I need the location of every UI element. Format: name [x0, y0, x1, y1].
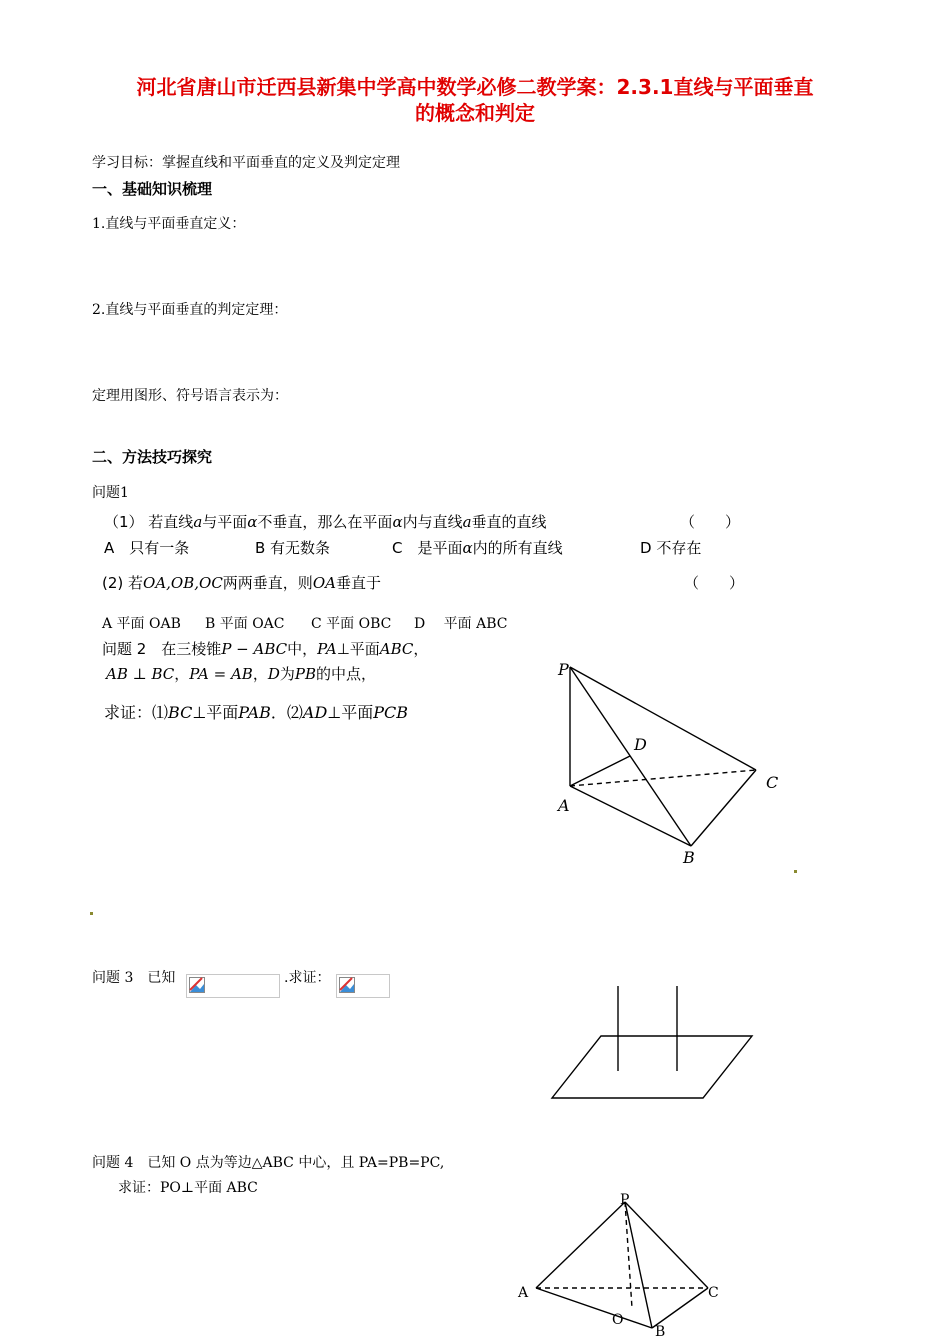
- stray-mark: [794, 870, 797, 873]
- edge-ab: [536, 1288, 652, 1328]
- q1-part2-answer-paren: （ ）: [684, 574, 745, 592]
- label-c: C: [766, 773, 779, 792]
- edge-bc: [691, 770, 756, 846]
- section2-heading: 二、方法技巧探究: [92, 448, 213, 466]
- q1-part1-answer-paren: （ ）: [680, 513, 741, 531]
- q4-pyramid-figure: [510, 1190, 730, 1340]
- q1-choice-c: C 是平面α内的所有直线: [392, 539, 563, 557]
- segment-ad: [570, 756, 630, 786]
- q4-line1: 问题 4 已知 O 点为等边△ABC 中心，且 PA=PB=PC,: [92, 1155, 445, 1171]
- q2-tetrahedron-figure: [550, 655, 790, 870]
- edge-pc: [570, 667, 756, 770]
- q1-choice2-d: D 平面 ABC: [414, 616, 508, 632]
- title-line-2: 的概念和判定: [415, 101, 535, 125]
- label-p: P: [558, 660, 569, 679]
- broken-image-given: [186, 974, 280, 998]
- q2-line2: AB ⊥ BC，PA = AB，D为PB的中点，: [106, 665, 377, 683]
- label-p: P: [620, 1192, 630, 1208]
- q1-choice-b: B 有无数条: [255, 539, 331, 557]
- q1-choice-a: A 只有一条: [104, 539, 190, 557]
- edge-pc: [625, 1202, 708, 1288]
- label-c: C: [708, 1285, 719, 1301]
- title-line-1: 河北省唐山市迁西县新集中学高中数学必修二教学案：2.3.1直线与平面垂直: [136, 75, 814, 99]
- label-d: D: [634, 735, 647, 754]
- q1-part2: (2) 若OA,OB,OC两两垂直，则OA垂直于: [102, 574, 381, 592]
- q1-choice2-a: A 平面 OAB: [102, 616, 181, 632]
- q1-choice2-c: C 平面 OBC: [311, 616, 392, 632]
- q3-prove-label: .求证：: [284, 970, 331, 986]
- edge-bc: [652, 1288, 708, 1328]
- learning-objective: 学习目标：掌握直线和平面垂直的定义及判定定理: [92, 155, 400, 171]
- label-a: A: [558, 796, 570, 815]
- q2-line3-prove: 求证：⑴BC⊥平面PAB．⑵AD⊥平面PCB: [104, 703, 408, 722]
- q3-given-label: 问题 3 已知: [92, 970, 176, 986]
- edge-pa: [536, 1202, 625, 1288]
- q1-part1: （1） 若直线a与平面α不垂直，那么在平面α内与直线a垂直的直线: [104, 513, 547, 531]
- broken-image-icon: [339, 977, 355, 993]
- edge-ab: [570, 786, 691, 846]
- label-b: B: [683, 848, 695, 867]
- q1-label: 问题1: [92, 485, 129, 501]
- label-o: O: [612, 1312, 624, 1328]
- broken-image-prove: [336, 974, 390, 998]
- section1-heading: 一、基础知识梳理: [92, 180, 213, 198]
- section1-item3: 定理用图形、符号语言表示为：: [92, 388, 288, 404]
- stray-mark: [90, 912, 93, 915]
- q3-plane-figure: [548, 984, 758, 1102]
- section1-item1: 1.直线与平面垂直定义：: [92, 216, 246, 232]
- plane-parallelogram: [552, 1036, 752, 1098]
- document-title: [60, 74, 890, 126]
- q4-line2: 求证：PO⊥平面 ABC: [118, 1180, 258, 1196]
- broken-image-icon: [189, 977, 205, 993]
- q2-line1: 问题 2 在三棱锥P − ABC中，PA⊥平面ABC，: [102, 640, 429, 658]
- q1-choice-d: D 不存在: [640, 539, 702, 557]
- label-a: A: [518, 1285, 529, 1301]
- q1-choice2-b: B 平面 OAC: [205, 616, 285, 632]
- section1-item2: 2.直线与平面垂直的判定定理：: [92, 302, 288, 318]
- edge-pb: [570, 667, 691, 846]
- label-b: B: [655, 1324, 666, 1340]
